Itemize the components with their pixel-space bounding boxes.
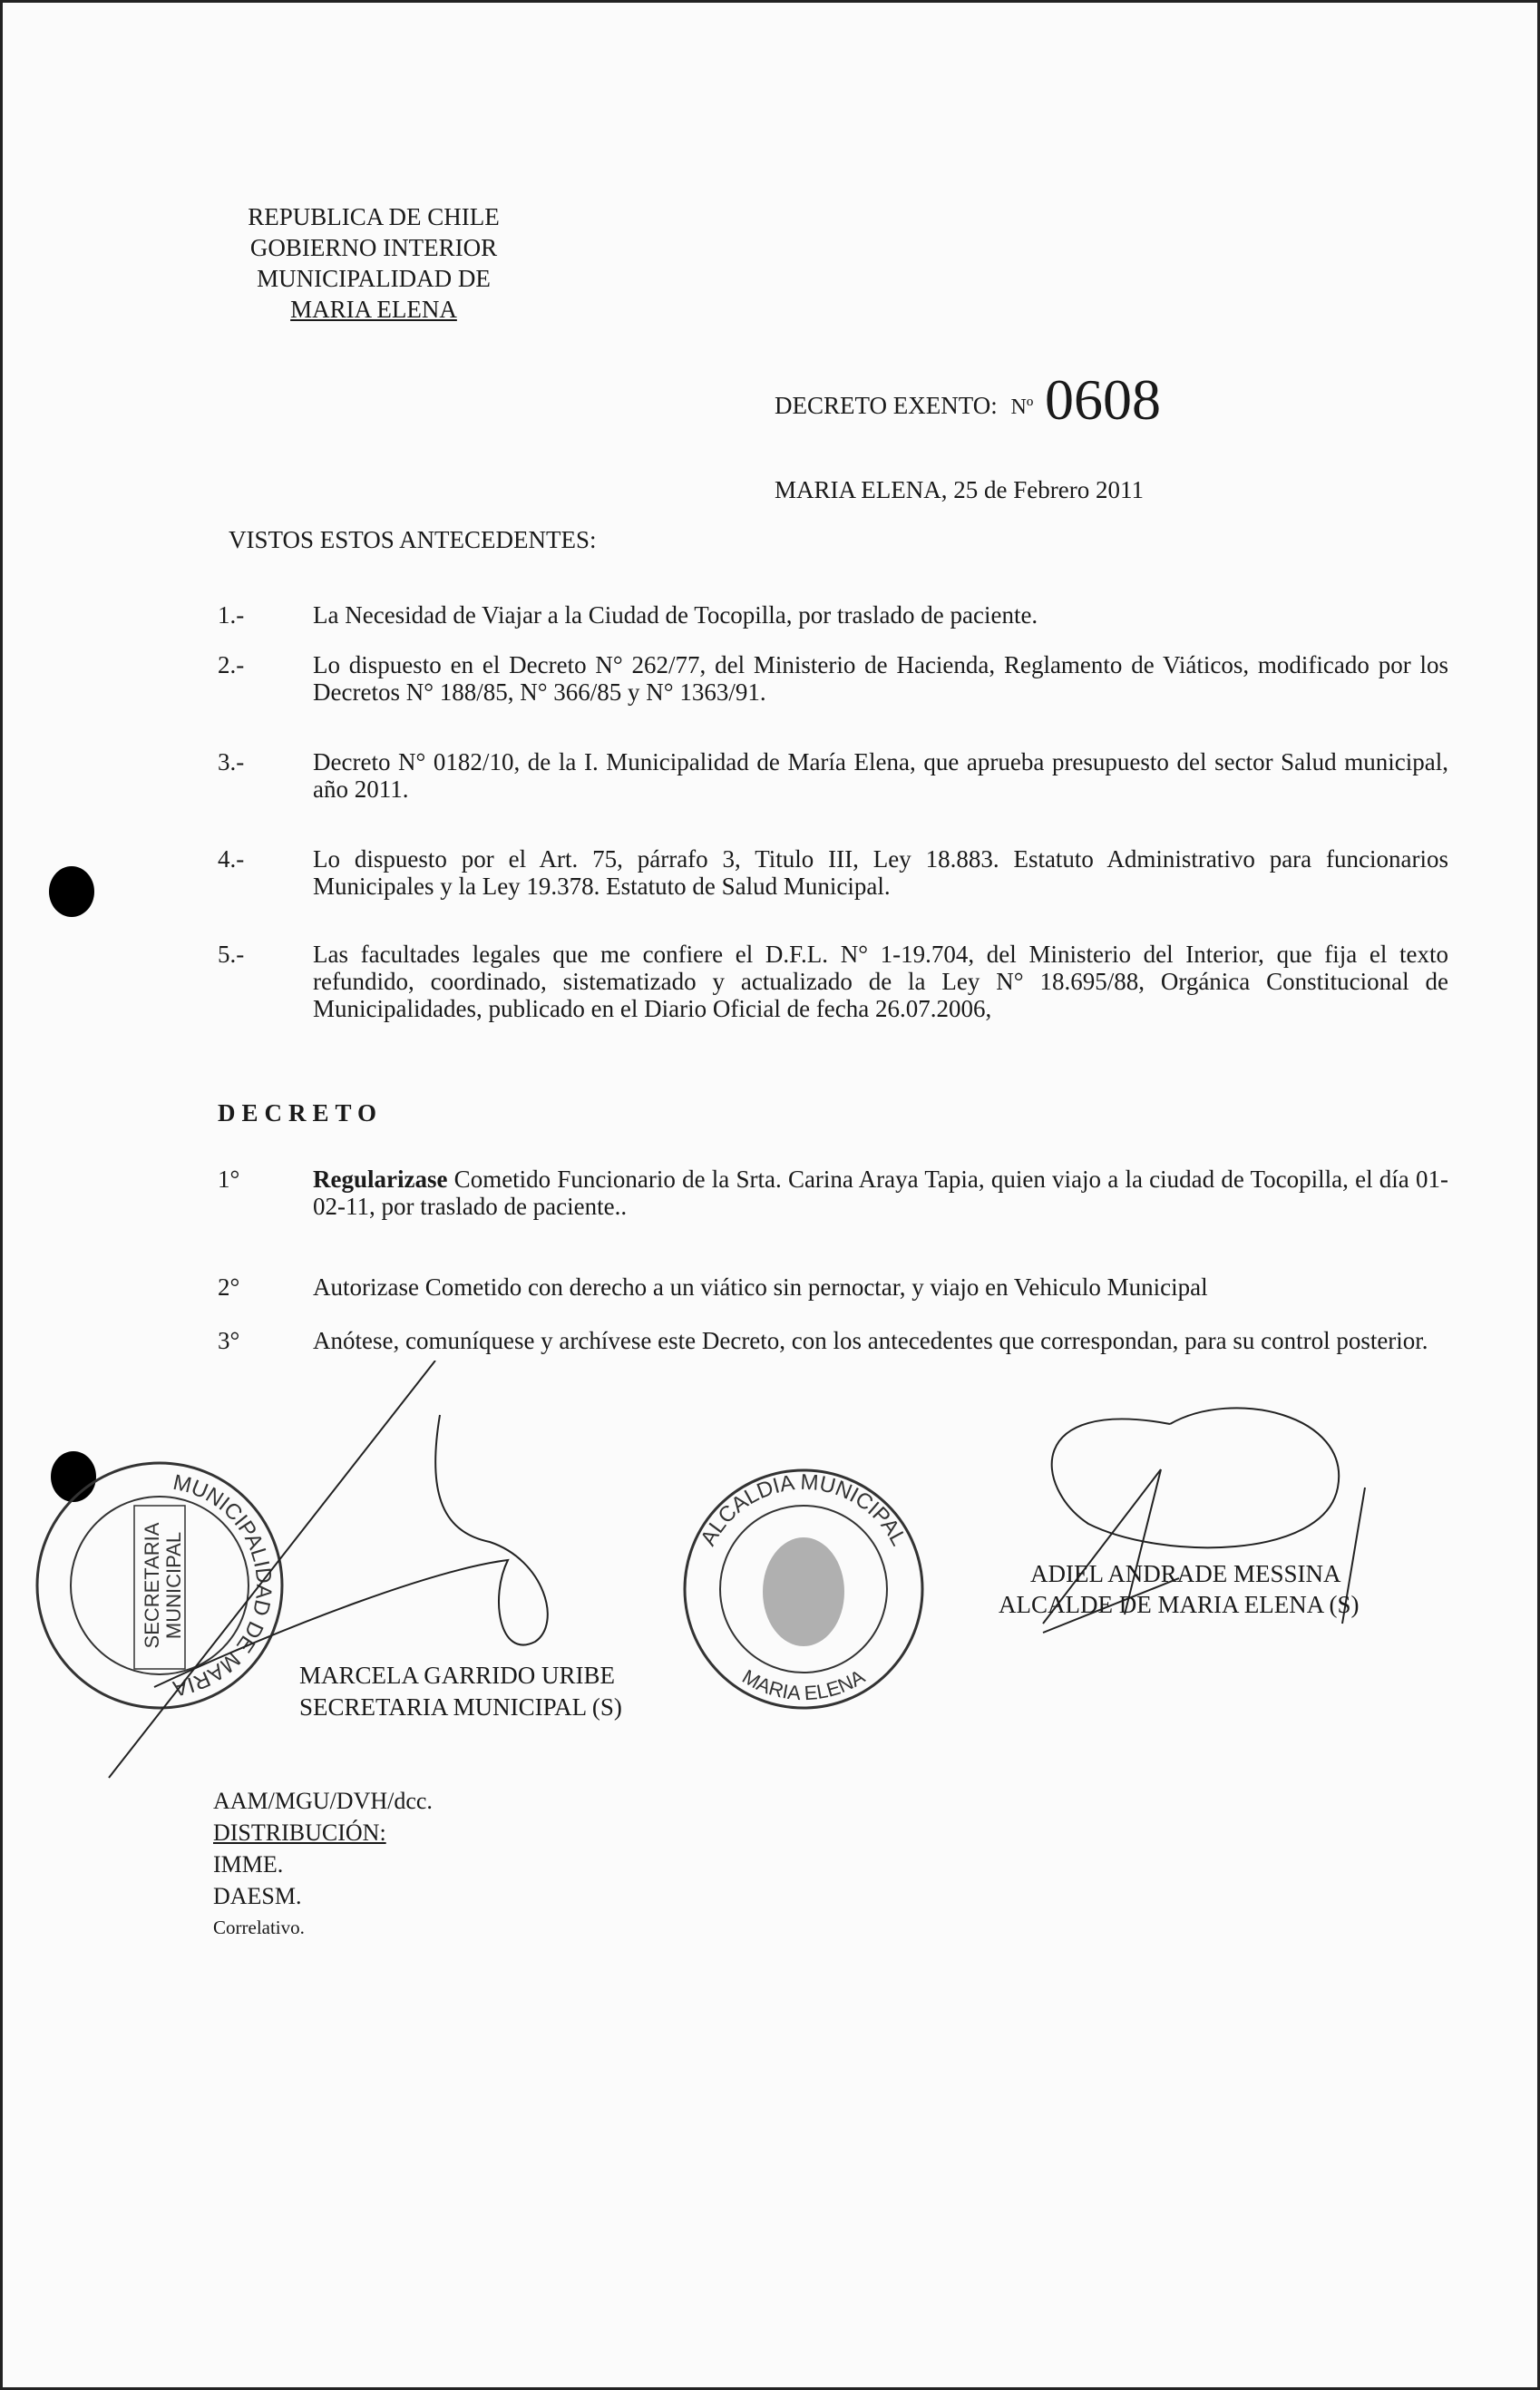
number-sign: Nº xyxy=(1010,395,1034,419)
recipient: IMME. xyxy=(213,1851,284,1878)
letterhead-line: MARIA ELENA xyxy=(290,296,457,323)
decree-article xyxy=(218,1166,1448,1220)
article-number: 1° xyxy=(218,1166,240,1193)
vistos-title: VISTOS ESTOS ANTECEDENTES: xyxy=(229,526,597,553)
item-number: 2.- xyxy=(218,651,245,678)
item-text: Lo dispuesto por el Art. 75, párrafo 3, Titulo III, Ley 18.883. Estatuto Administrativo para funcionarios Municipales y la Ley 19.378. Estatuto de Salud Municipal. xyxy=(313,845,1448,900)
mayor-name: ADIEL ANDRADE MESSINA xyxy=(1030,1560,1341,1587)
item-number: 1.- xyxy=(218,601,245,629)
letterhead-line: REPUBLICA DE CHILE xyxy=(248,203,500,230)
item-text: La Necesidad de Viajar a la Ciudad de Tocopilla, por traslado de paciente. xyxy=(313,601,1038,629)
secretary-name: MARCELA GARRIDO URIBE xyxy=(299,1662,616,1689)
place-date: MARIA ELENA, 25 de Febrero 2011 xyxy=(775,476,1144,503)
stamp-text: ALCALDIA MUNICIPAL xyxy=(696,1469,911,1550)
item-text: Las facultades legales que me confiere el D.F.L. N° 1-19.704, del Ministerio del Interior, que fija el texto refundido, coordinado, sistematizado y actualizado de la Ley N° 18.695/88, Orgánica Constitucional de Municipalidades, publicado en el Diario Oficial de fecha 26.07.2006, xyxy=(313,941,1448,1022)
recipient: DAESM. xyxy=(213,1883,302,1909)
secretary-title: SECRETARIA MUNICIPAL (S) xyxy=(299,1693,622,1721)
item-text: Lo dispuesto en el Decreto N° 262/77, del Ministerio de Hacienda, Reglamento de Viáticos, modificado por los Decretos N° 188/85, N° 366/85 y N° 1363/91. xyxy=(313,651,1448,706)
decree-article xyxy=(218,1327,1448,1354)
distribution-label: DISTRIBUCIÓN: xyxy=(213,1819,386,1846)
item-number: 3.- xyxy=(218,748,245,776)
stamp-text: MUNICIPALIDAD DE MARIA xyxy=(171,1469,277,1701)
article-text: Anótese, comuníquese y archívese este Decreto, con los antecedentes que correspondan, para su control posterior. xyxy=(313,1327,1428,1354)
decree-article xyxy=(218,1273,1448,1301)
article-bold: Regularizase xyxy=(313,1166,448,1193)
article-number: 3° xyxy=(218,1327,240,1354)
letterhead xyxy=(229,201,519,325)
decree-number-line xyxy=(775,367,1162,432)
letterhead-line: GOBIERNO INTERIOR xyxy=(249,234,498,261)
item-number: 5.- xyxy=(218,941,245,968)
vistos-item xyxy=(218,845,1448,900)
vistos-item xyxy=(218,651,1448,706)
vistos-item xyxy=(218,601,1448,629)
vistos-item xyxy=(218,941,1448,1022)
item-text: Decreto N° 0182/10, de la I. Municipalidad de María Elena, que aprueba presupuesto del sector Salud municipal, año 2011. xyxy=(313,748,1448,803)
mayor-title: ALCALDE DE MARIA ELENA (S) xyxy=(999,1591,1360,1618)
correlativo: Correlativo. xyxy=(213,1917,305,1938)
article-number: 2° xyxy=(218,1273,240,1301)
decreto-title: DECRETO xyxy=(218,1099,384,1127)
initials: AAM/MGU/DVH/dcc. xyxy=(213,1788,433,1814)
vistos-item xyxy=(218,748,1448,803)
item-number: 4.- xyxy=(218,845,245,873)
letterhead-line: MUNICIPALIDAD DE xyxy=(257,265,491,292)
stamp-inner-text: SECRETARIA MUNICIPAL xyxy=(141,1522,185,1649)
article-text: Autorizase Cometido con derecho a un viático sin pernoctar, y viajo en Vehiculo Municipal xyxy=(313,1273,1208,1301)
article-text: Cometido Funcionario de la Srta. Carina Araya Tapia, quien viajo a la ciudad de Tocopilla, el día 01-02-11, por traslado de paciente.. xyxy=(313,1166,1448,1220)
punch-hole xyxy=(49,866,94,917)
footer xyxy=(213,1785,433,1944)
decree-number: 0608 xyxy=(1045,367,1162,432)
stamp-text: MARIA ELENA xyxy=(738,1664,869,1705)
decree-label: DECRETO EXENTO: xyxy=(775,392,998,419)
alcaldia-stamp xyxy=(685,1470,922,1708)
